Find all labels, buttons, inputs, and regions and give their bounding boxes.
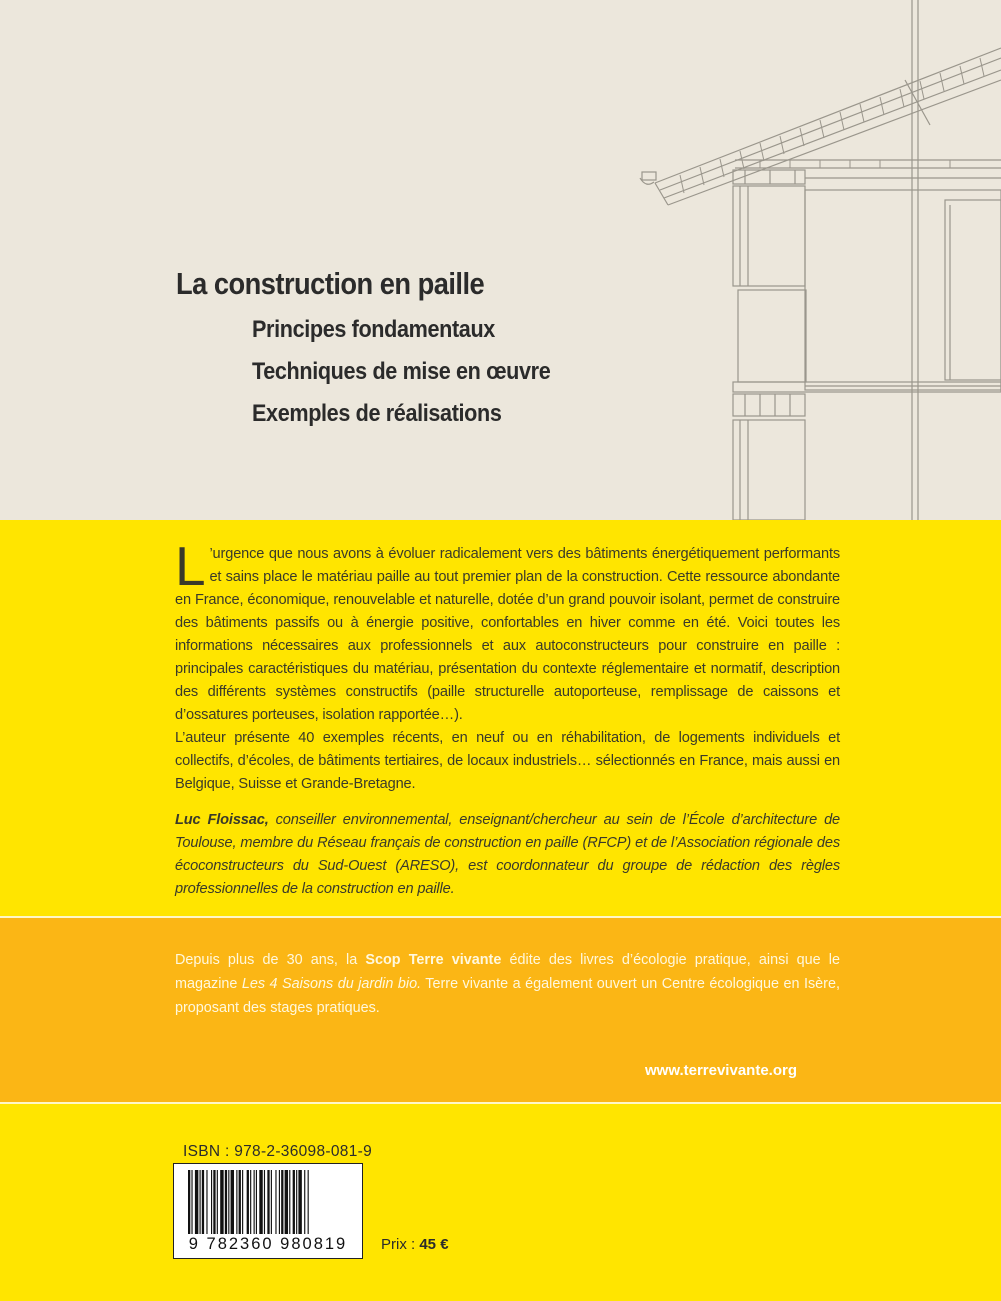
barcode-bar — [279, 1170, 280, 1234]
barcode-bar — [225, 1170, 227, 1234]
price-label: Prix : — [381, 1236, 420, 1253]
barcode-bar — [206, 1170, 207, 1234]
barcode-bar — [285, 1170, 288, 1234]
barcode-bar — [275, 1170, 276, 1234]
author-name: Luc Floissac, — [175, 812, 269, 828]
house-section-drawing — [0, 0, 1001, 520]
barcode-bar — [239, 1170, 241, 1234]
magazine-name: Les 4 Saisons du jardin bio. — [241, 976, 422, 992]
barcode-bar — [202, 1170, 204, 1234]
barcode-bar — [281, 1170, 283, 1234]
barcode-bar — [195, 1170, 198, 1234]
subtitle-examples: Exemples de réalisations — [252, 400, 502, 427]
barcode-bars — [188, 1170, 350, 1234]
barcode-bar — [296, 1170, 297, 1234]
barcode-bar — [228, 1170, 229, 1234]
barcode — [173, 1163, 363, 1259]
barcode-bar — [217, 1170, 218, 1234]
cover-title-block — [176, 266, 584, 442]
book-description — [175, 535, 840, 901]
author-bio — [175, 809, 840, 901]
barcode-bar — [191, 1170, 192, 1234]
barcode-bar — [242, 1170, 243, 1234]
barcode-bar — [289, 1170, 290, 1234]
publisher-name: Scop Terre vivante — [365, 952, 502, 968]
barcode-bar — [213, 1170, 215, 1234]
price — [381, 1236, 449, 1253]
barcode-bar — [293, 1170, 295, 1234]
barcode-bar — [298, 1170, 301, 1234]
barcode-section — [0, 1104, 1001, 1301]
barcode-bar — [264, 1170, 265, 1234]
barcode-bar — [211, 1170, 212, 1234]
price-value: 45 € — [419, 1236, 449, 1253]
book-title: La construction en paille — [176, 266, 485, 301]
subtitle-techniques: Techniques de mise en œuvre — [252, 358, 551, 385]
publisher-text-end: Terre vivante a également ouvert un Centre écologique en Isère, proposant des stages pratiques. — [175, 976, 840, 1016]
publisher-text — [175, 948, 840, 1020]
publisher-text-middle: édite des livres d’écologie pratique, ainsi que le magazine — [175, 952, 840, 992]
barcode-digits: 9 782360 980819 — [188, 1235, 348, 1253]
barcode-bar — [256, 1170, 257, 1234]
cover-top-section — [0, 0, 1001, 520]
barcode-bar — [308, 1170, 309, 1234]
description-paragraph-2: L’auteur présente 40 exemples récents, en neuf ou en réhabilitation, de logements individuels et collectifs, d’écoles, de bâtiments tertiaires, de locaux industriels… sélectionnés en France, mais aussi en Belgique, Suisse et Grande-Bretagne. — [175, 730, 840, 792]
barcode-bar — [200, 1170, 201, 1234]
author-bio-text: conseiller environnemental, enseignant/chercheur au sein de l’École d’architecture de Toulouse, membre du Réseau français de construction en paille (RFCP) et de l’Association régionale des écoconstructeurs du Sud-Ouest (ARESO), est coordonnateur du groupe de rédaction des règles professionnelles de la construction en paille. — [175, 812, 840, 897]
barcode-bar — [271, 1170, 272, 1234]
publisher-website-link[interactable]: www.terrevivante.org — [645, 1062, 797, 1079]
barcode-bar — [250, 1170, 251, 1234]
barcode-bar — [188, 1170, 190, 1234]
barcode-bar — [259, 1170, 262, 1234]
barcode-bar — [267, 1170, 269, 1234]
publisher-text-intro: Depuis plus de 30 ans, la — [175, 952, 366, 968]
isbn-label: ISBN : 978-2-36098-081-9 — [183, 1143, 373, 1160]
barcode-bar — [231, 1170, 234, 1234]
drop-cap: L — [175, 535, 206, 597]
barcode-bar — [236, 1170, 237, 1234]
description-text-1: ’urgence que nous avons à évoluer radicalement vers des bâtiments énergétiquement performants et sains place le matériau paille au tout premier plan de la construction. Cette ressource abondante en France, économique, renouvelable et naturelle, dotée d’un grand pouvoir isolant, permet de construire des bâtiments passifs ou à énergie positive, confortables en hiver comme en été. Voici toutes les informations nécessaires aux professionnels et aux autoconstructeurs pour construire en paille : principales caractéristiques du matériau, présentation du contexte réglementaire et normatif, description des différents systèmes constructifs (paille structurelle autoporteuse, remplissage de caissons et d’ossatures porteuses, isolation rapportée…). — [175, 546, 840, 723]
description-paragraph-1 — [175, 535, 840, 727]
barcode-bar — [304, 1170, 305, 1234]
barcode-bar — [254, 1170, 255, 1234]
barcode-bar — [247, 1170, 249, 1234]
publisher-section — [0, 916, 1001, 1104]
barcode-bar — [220, 1170, 223, 1234]
subtitle-principles: Principes fondamentaux — [252, 316, 495, 343]
